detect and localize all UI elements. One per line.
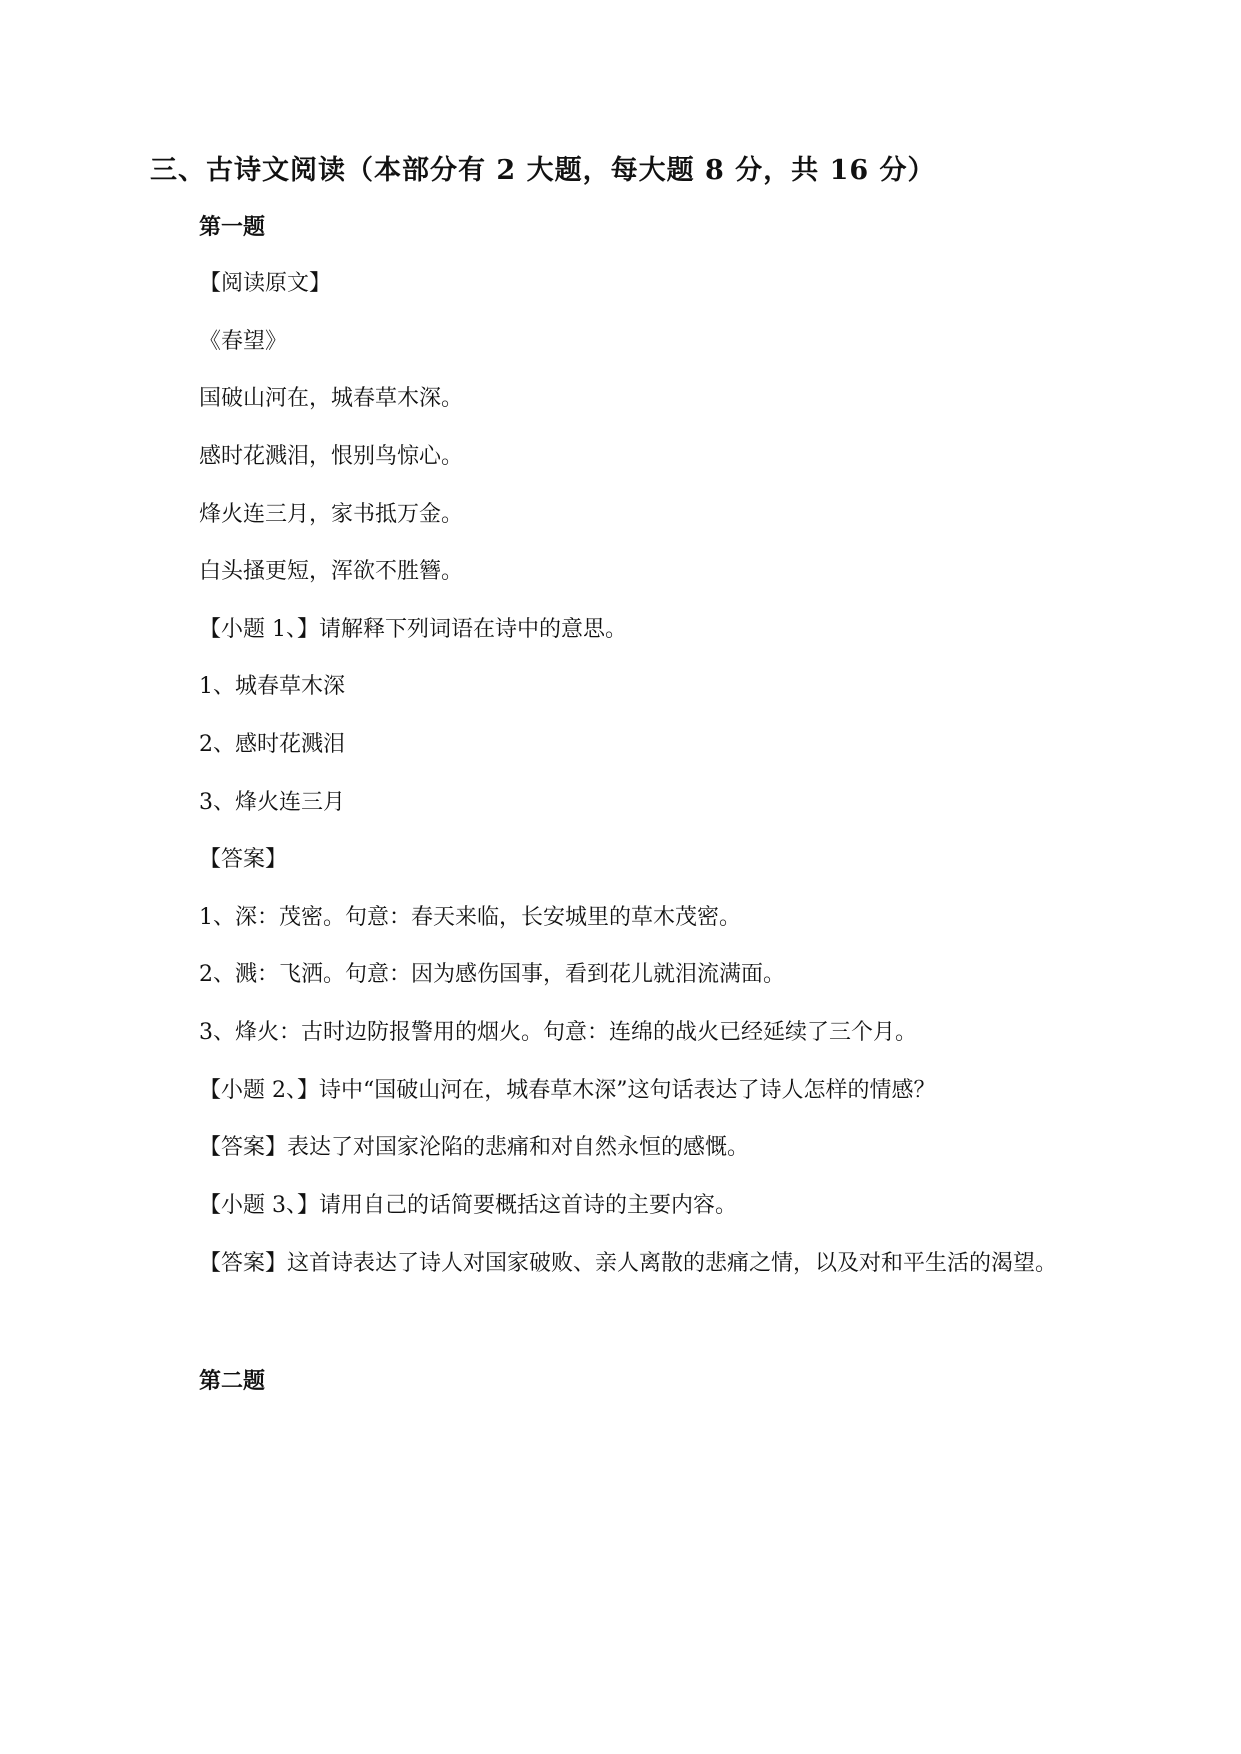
reading-label: 【阅读原文】 [199,271,332,296]
answer-line: 2、溅：飞洒。句意：因为感伤国事，看到花儿就泪流满面。 [199,962,785,987]
answer-line: 3、烽火：古时边防报警用的烟火。句意：连绵的战火已经延续了三个月。 [199,1020,917,1045]
answer-line: 1、深：茂密。句意：春天来临，长安城里的草木茂密。 [199,905,741,930]
section-heading: 三、古诗文阅读（本部分有 2 大题，每大题 8 分，共 16 分） [150,155,936,186]
subquestion-3: 【小题 3、】请用自己的话简要概括这首诗的主要内容。 [199,1193,737,1218]
poem-line: 白头搔更短，浑欲不胜簪。 [199,559,464,584]
answer-label: 【答案】 [199,847,288,872]
poem-line: 烽火连三月，家书抵万金。 [199,502,464,527]
poem-line: 国破山河在，城春草木深。 [199,386,464,411]
question-1-title: 第一题 [199,214,266,240]
subquestion-2: 【小题 2、】诗中“国破山河在，城春草木深”这句话表达了诗人怎样的情感？ [199,1078,936,1103]
subquestion-1-item: 3、烽火连三月 [199,790,345,815]
subquestion-1: 【小题 1、】请解释下列词语在诗中的意思。 [199,617,627,642]
poem-line: 感时花溅泪，恨别鸟惊心。 [199,444,464,469]
subquestion-1-item: 2、感时花溅泪 [199,732,345,757]
subquestion-1-item: 1、城春草木深 [199,674,345,699]
subquestion-2-answer: 【答案】表达了对国家沦陷的悲痛和对自然永恒的感慨。 [199,1135,750,1160]
poem-title: 《春望》 [199,329,288,354]
subquestion-3-answer: 【答案】这首诗表达了诗人对国家破败、亲人离散的悲痛之情，以及对和平生活的渴望。 [199,1251,1058,1276]
question-2-title: 第二题 [199,1368,266,1394]
